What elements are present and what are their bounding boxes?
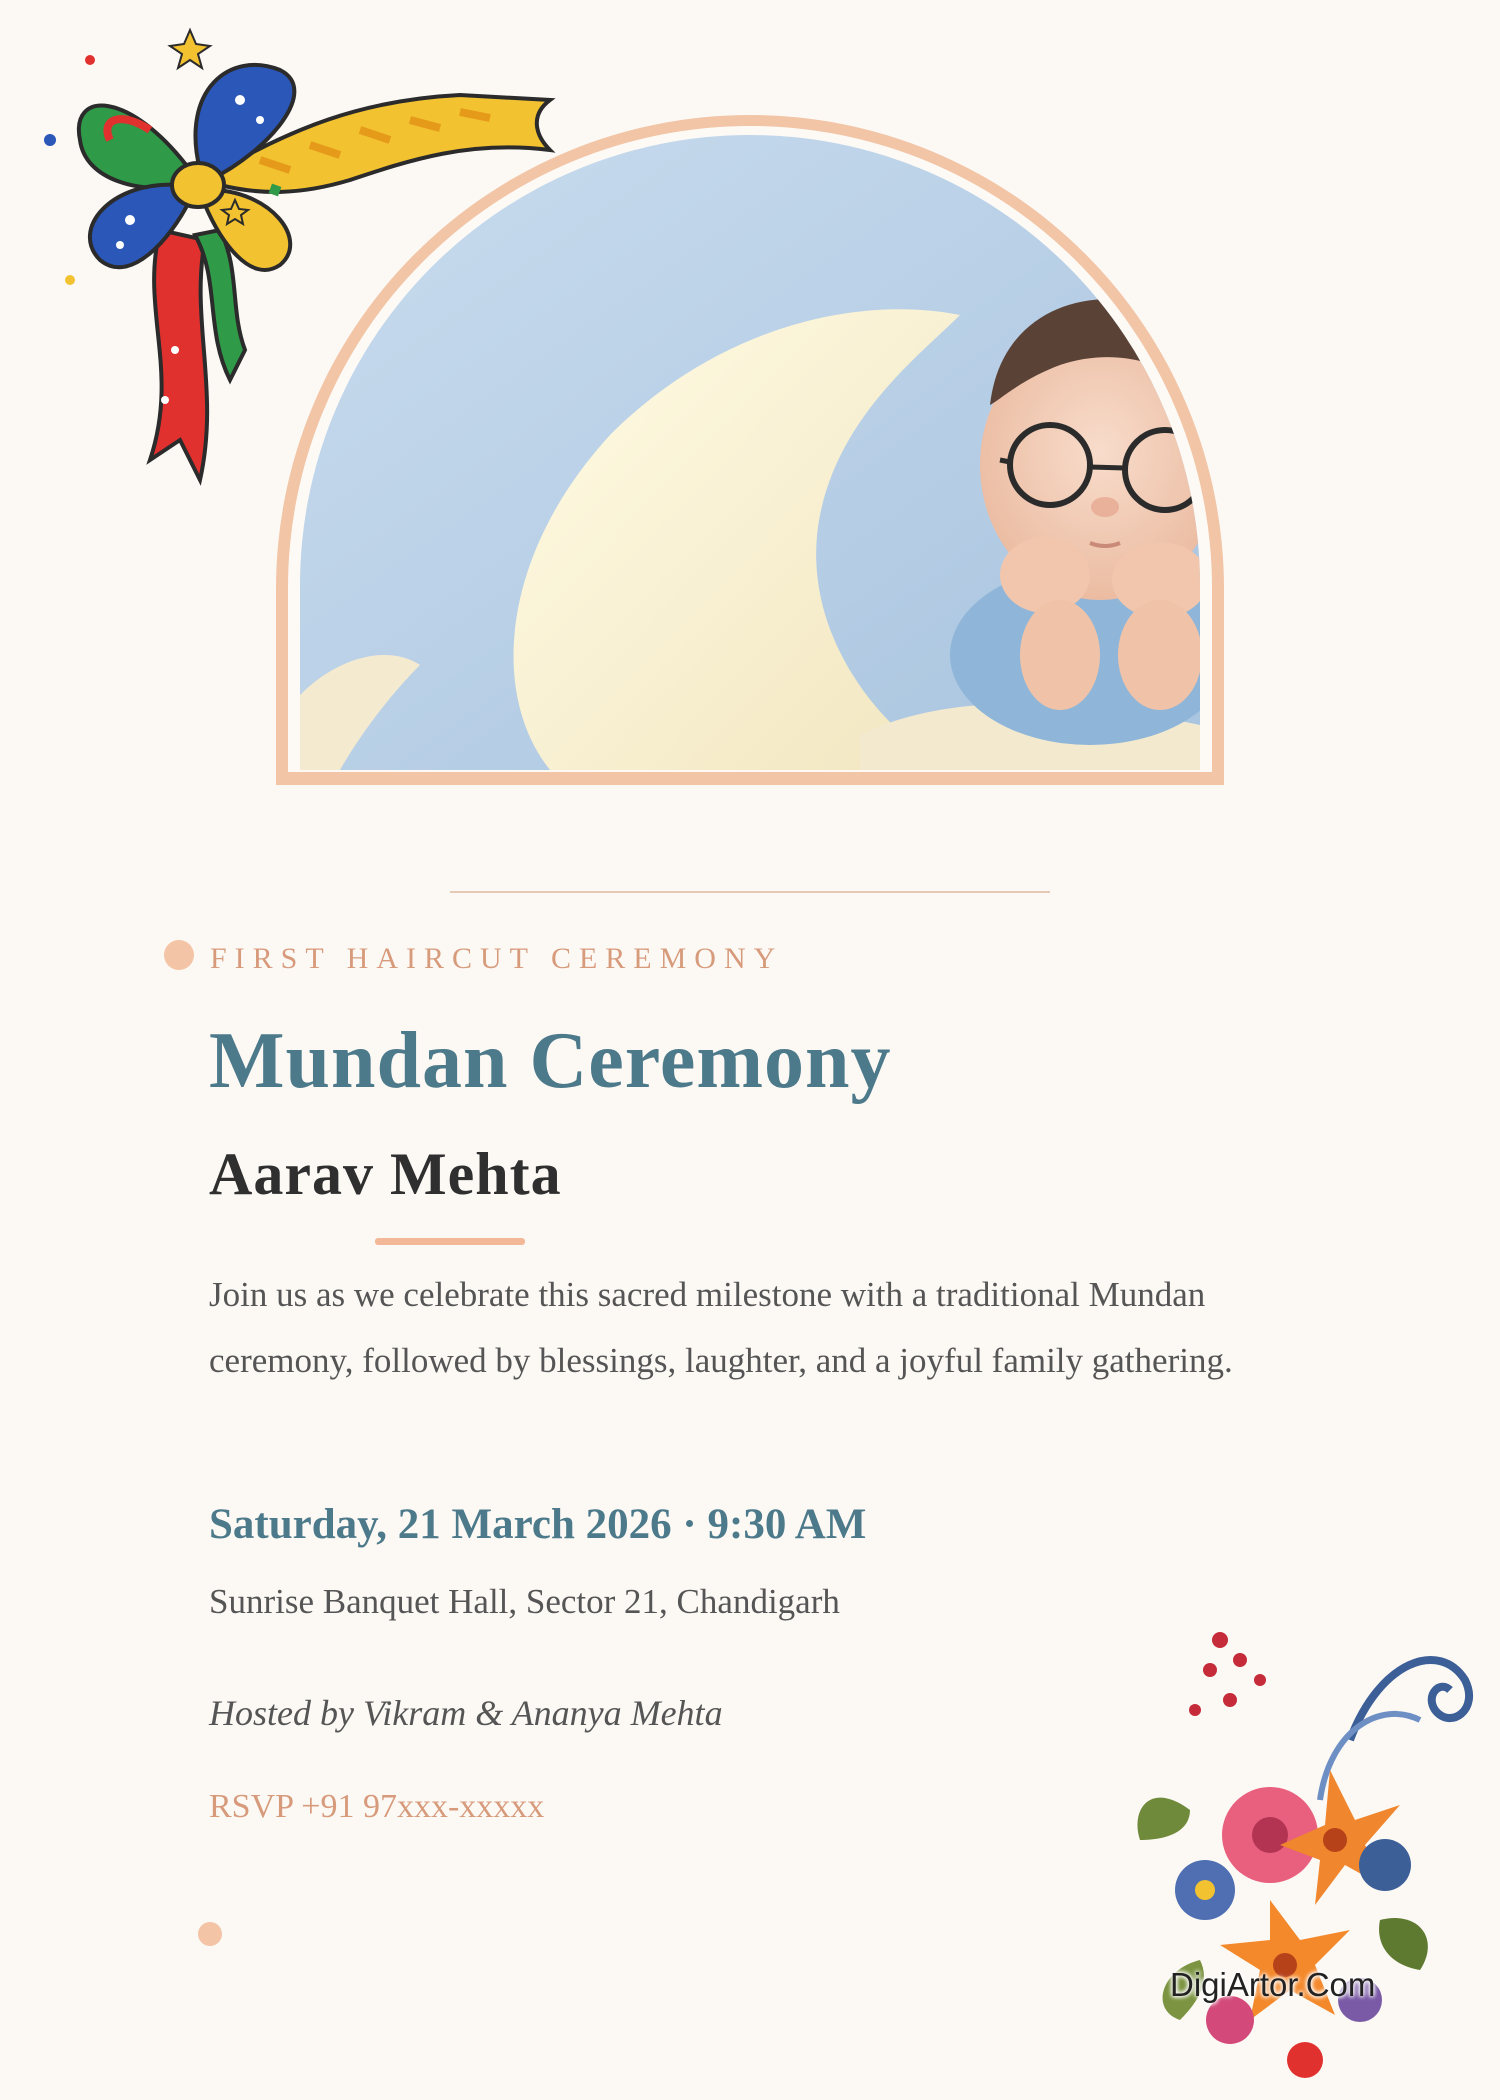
invitation-message: Join us as we celebrate this sacred milestone with a traditional Mundan ceremony, followed by blessings, laughter, and a joyful family gathering. bbox=[209, 1275, 1233, 1380]
decorative-dot bbox=[164, 940, 194, 970]
watermark: DigiArtor.Com bbox=[1170, 1966, 1376, 2003]
accent-bar bbox=[375, 1238, 525, 1245]
child-name: Aarav Mehta bbox=[209, 1141, 562, 1207]
rsvp-contact: RSVP +91 97xxx-xxxxx bbox=[209, 1788, 545, 1825]
decorative-dot bbox=[198, 1922, 222, 1946]
hosts-line: Hosted by Vikram & Ananya Mehta bbox=[209, 1693, 723, 1733]
event-date-time: Saturday, 21 March 2026 · 9:30 AM bbox=[209, 1501, 867, 1548]
divider bbox=[450, 891, 1050, 893]
ribbon-bow-icon bbox=[30, 20, 560, 530]
ceremony-title: Mundan Ceremony bbox=[209, 1017, 892, 1105]
event-venue: Sunrise Banquet Hall, Sector 21, Chandigarh bbox=[209, 1582, 840, 1621]
eyebrow-label: FIRST HAIRCUT CEREMONY bbox=[210, 942, 784, 975]
flower-bouquet-icon bbox=[1120, 1620, 1480, 2090]
